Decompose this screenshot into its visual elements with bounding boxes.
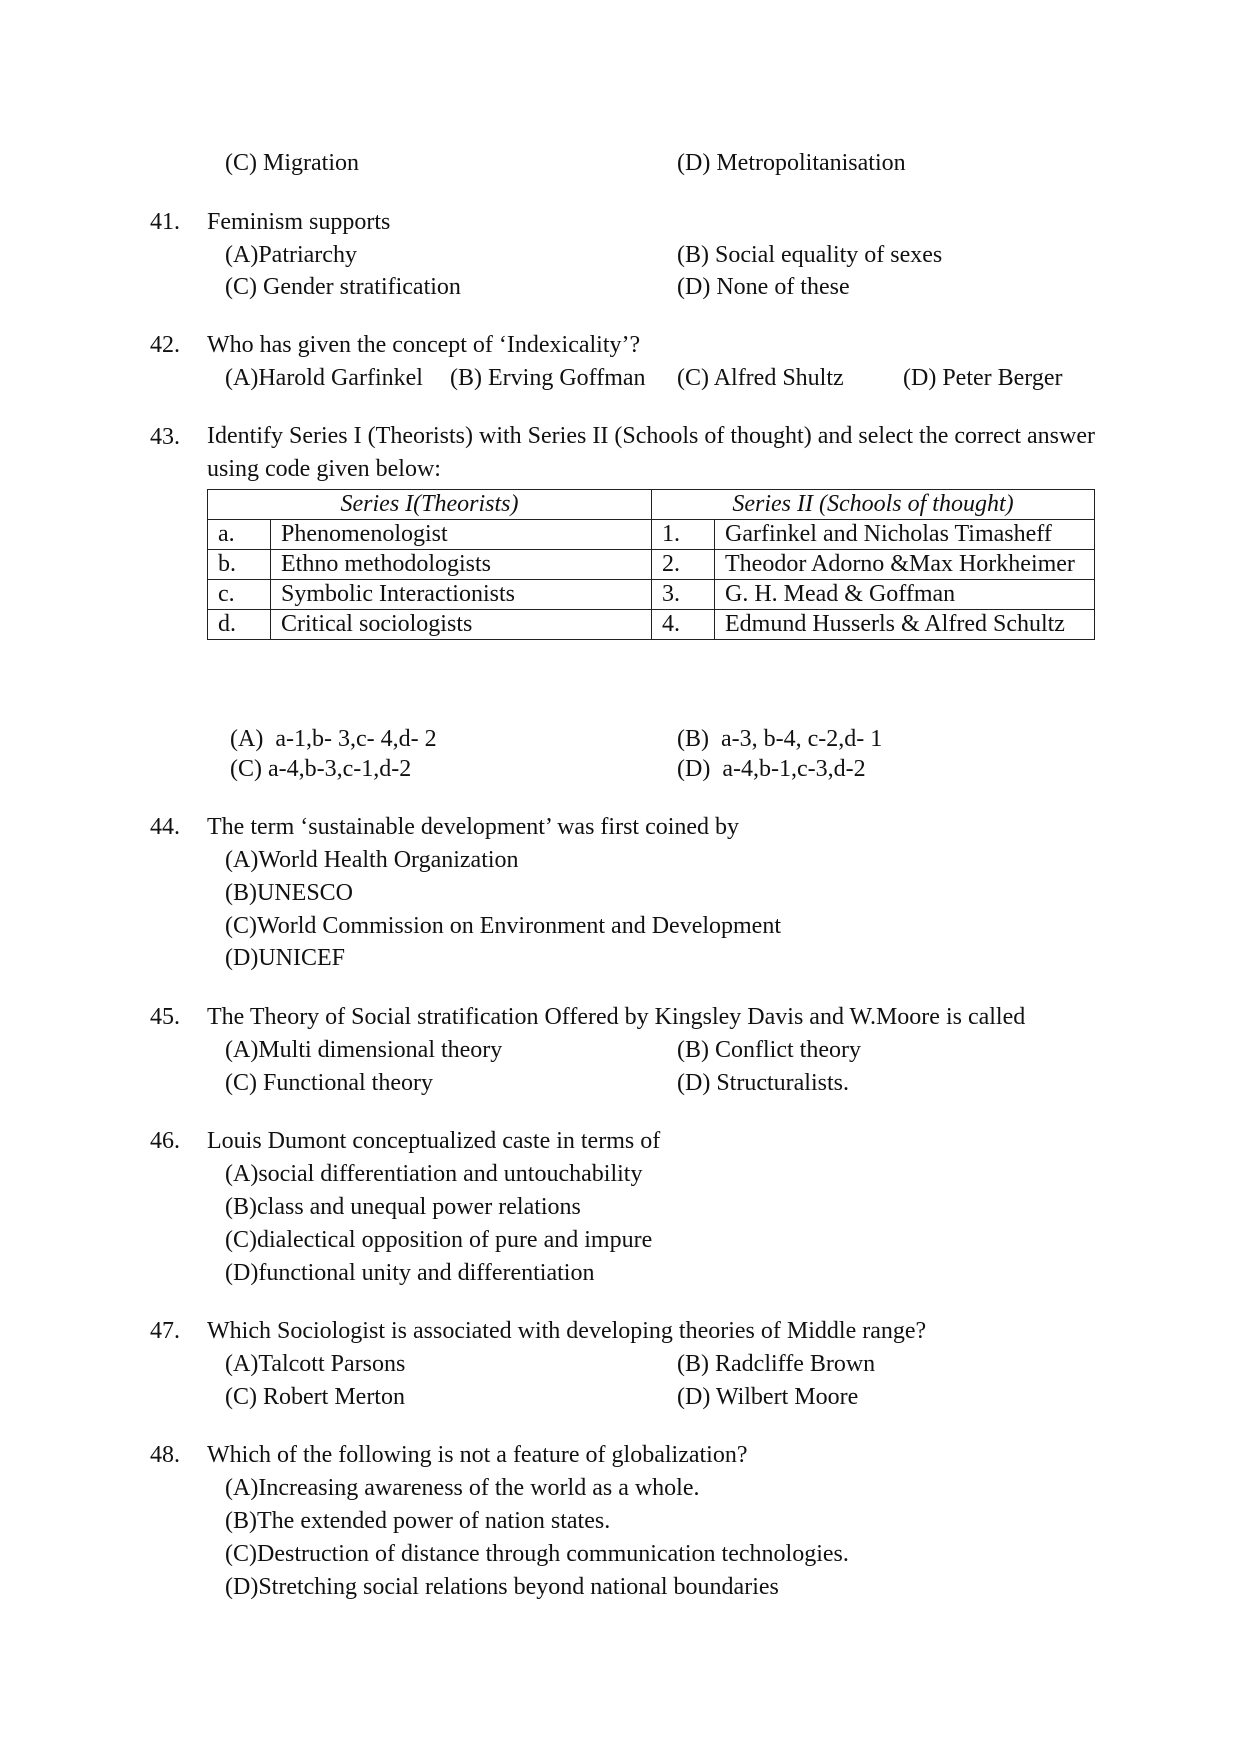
question-text: Who has given the concept of ‘Indexicality’?: [207, 332, 641, 358]
option-text: Structuralists.: [716, 1070, 849, 1096]
table-cell: Symbolic Interactionists: [271, 580, 652, 610]
question-text: Which Sociologist is associated with developing theories of Middle range?: [207, 1318, 927, 1344]
q48-option-a: [225, 1476, 700, 1500]
q45-option-c: [225, 1071, 433, 1095]
table-cell: 2.: [652, 550, 715, 580]
option-label: (C): [225, 274, 257, 300]
table-row: [208, 520, 1095, 550]
table-cell: 4.: [652, 610, 715, 640]
option-label: (D): [677, 274, 711, 300]
option-text: The extended power of nation states.: [257, 1508, 611, 1534]
table-row: [208, 580, 1095, 610]
option-label: (A): [230, 726, 264, 752]
table-cell: G. H. Mead & Goffman: [715, 580, 1095, 610]
table-header-row: [208, 490, 1095, 520]
option-label: (A): [225, 1037, 259, 1063]
question-number: 43.: [150, 424, 180, 450]
table-cell: b.: [208, 550, 271, 580]
option-text: a-4,b-1,c-3,d-2: [722, 756, 866, 782]
table-cell: Ethno methodologists: [271, 550, 652, 580]
q42-option-c: [677, 366, 844, 390]
option-label: (A): [225, 1351, 259, 1377]
question-text: Which of the following is not a feature of globalization?: [207, 1442, 748, 1468]
table-cell: 3.: [652, 580, 715, 610]
option-text: dialectical opposition of pure and impure: [257, 1227, 653, 1253]
option-label: (B): [225, 880, 257, 906]
question-number: 48.: [150, 1442, 180, 1468]
table-row: [208, 550, 1095, 580]
q41-option-b: [677, 243, 942, 267]
q42-option-b: [450, 366, 646, 390]
table-row: [208, 610, 1095, 640]
table-cell: Critical sociologists: [271, 610, 652, 640]
table-cell: Phenomenologist: [271, 520, 652, 550]
option-text: Stretching social relations beyond national boundaries: [258, 1574, 779, 1600]
option-label: (A): [225, 847, 259, 873]
q43-option-b: [677, 727, 882, 751]
table-header-series-1: Series I(Theorists): [208, 490, 652, 520]
table-cell: Garfinkel and Nicholas Timasheff: [715, 520, 1095, 550]
option-label: (C): [225, 1541, 257, 1567]
option-text: Alfred Shultz: [713, 365, 844, 391]
option-label: (A): [225, 365, 259, 391]
option-text: Conflict theory: [715, 1037, 861, 1063]
question-number: 41.: [150, 209, 180, 235]
q48-option-c: [225, 1542, 849, 1566]
q45-option-a: [225, 1038, 502, 1062]
q45-option-d: [677, 1071, 849, 1095]
option-text: Erving Goffman: [488, 365, 646, 391]
option-label: (D): [677, 1070, 711, 1096]
option-text: Wilbert Moore: [715, 1384, 859, 1410]
option-label: (D): [677, 756, 711, 782]
q41-option-c: [225, 275, 461, 299]
q44-option-a: [225, 848, 519, 872]
q48-option-b: [225, 1509, 610, 1533]
option-text: functional unity and differentiation: [258, 1260, 595, 1286]
option-label: (B): [450, 365, 482, 391]
option-label: (D): [225, 1574, 259, 1600]
option-text: social differentiation and untouchability: [258, 1161, 643, 1187]
option-text: World Commission on Environment and Development: [257, 913, 782, 939]
q47-option-c: [225, 1385, 405, 1409]
q43-option-d: [677, 757, 866, 781]
option-label: (B): [677, 726, 709, 752]
option-label: (D): [903, 365, 937, 391]
option-text: None of these: [716, 274, 850, 300]
option-text: a-3, b-4, c-2,d- 1: [721, 726, 883, 752]
option-label: (B): [677, 1351, 709, 1377]
q44-option-d: [225, 946, 345, 970]
option-label: (D): [677, 150, 711, 176]
question-number: 44.: [150, 814, 180, 840]
option-text: class and unequal power relations: [257, 1194, 581, 1220]
option-label: (D): [225, 945, 259, 971]
q47-option-b: [677, 1352, 875, 1376]
option-label: (D): [225, 1260, 259, 1286]
option-text: Radcliffe Brown: [715, 1351, 876, 1377]
table-header-series-2: Series II (Schools of thought): [652, 490, 1095, 520]
option-label: (B): [225, 1508, 257, 1534]
table-cell: d.: [208, 610, 271, 640]
q47-option-a: [225, 1352, 405, 1376]
question-number: 45.: [150, 1004, 180, 1030]
q41-option-a: [225, 243, 357, 267]
option-label: (B): [677, 242, 709, 268]
option-text: Increasing awareness of the world as a whole.: [258, 1475, 700, 1501]
q44-option-c: [225, 914, 781, 938]
option-text: Functional theory: [263, 1070, 433, 1096]
question-text: The Theory of Social stratification Offered by Kingsley Davis and W.Moore is called: [207, 1004, 1026, 1030]
table-cell: 1.: [652, 520, 715, 550]
q46-option-c: [225, 1228, 652, 1252]
option-label: (A): [225, 242, 259, 268]
option-text: Harold Garfinkel: [258, 365, 423, 391]
option-label: (A): [225, 1475, 259, 1501]
option-text: a-1,b- 3,c- 4,d- 2: [275, 726, 437, 752]
option-label: (D): [677, 1384, 711, 1410]
table-cell: c.: [208, 580, 271, 610]
table-cell: Edmund Husserls & Alfred Schultz: [715, 610, 1095, 640]
option-label: (B): [225, 1194, 257, 1220]
q42-option-d: [903, 366, 1063, 390]
question-text: The term ‘sustainable development’ was first coined by: [207, 814, 740, 840]
option-text: Peter Berger: [942, 365, 1063, 391]
q40-option-c: [225, 151, 359, 175]
table-cell: Theodor Adorno &Max Horkheimer: [715, 550, 1095, 580]
question-number: 47.: [150, 1318, 180, 1344]
option-text: Robert Merton: [263, 1384, 405, 1410]
q40-option-d: [677, 151, 906, 175]
option-text: Talcott Parsons: [258, 1351, 406, 1377]
q46-option-d: [225, 1261, 594, 1285]
question-text: Feminism supports: [207, 209, 391, 235]
q47-option-d: [677, 1385, 858, 1409]
option-text: UNESCO: [257, 880, 354, 906]
option-label: (C): [225, 1070, 257, 1096]
option-label: (C): [225, 913, 257, 939]
matching-table: [207, 489, 1095, 640]
question-number: 46.: [150, 1128, 180, 1154]
option-text: a-4,b-3,c-1,d-2: [268, 756, 412, 782]
option-text: Social equality of sexes: [715, 242, 943, 268]
q43-option-c: [230, 757, 411, 781]
option-text: Destruction of distance through communication technologies.: [257, 1541, 849, 1567]
q44-option-b: [225, 881, 353, 905]
option-label: (C): [225, 1227, 257, 1253]
q42-option-a: [225, 366, 423, 390]
question-number: 42.: [150, 332, 180, 358]
option-text: Metropolitanisation: [716, 150, 906, 176]
option-label: (C): [677, 365, 709, 391]
option-text: UNICEF: [258, 945, 345, 971]
option-text: Multi dimensional theory: [258, 1037, 503, 1063]
question-text: Identify Series I (Theorists) with Series II (Schools of thought) and select the correct answer using code given below:: [207, 423, 1095, 482]
option-label: (B): [677, 1037, 709, 1063]
q46-option-a: [225, 1162, 642, 1186]
option-label: (C): [225, 150, 257, 176]
q41-option-d: [677, 275, 850, 299]
option-label: (C): [225, 1384, 257, 1410]
option-text: Migration: [263, 150, 359, 176]
option-text: World Health Organization: [258, 847, 519, 873]
option-label: (A): [225, 1161, 259, 1187]
q48-option-d: [225, 1575, 779, 1599]
q45-option-b: [677, 1038, 861, 1062]
option-text: Gender stratification: [263, 274, 461, 300]
table-cell: a.: [208, 520, 271, 550]
option-label: (C): [230, 756, 262, 782]
question-text: Louis Dumont conceptualized caste in terms of: [207, 1128, 661, 1154]
q46-option-b: [225, 1195, 581, 1219]
q43-option-a: [230, 727, 437, 751]
option-text: Patriarchy: [258, 242, 357, 268]
